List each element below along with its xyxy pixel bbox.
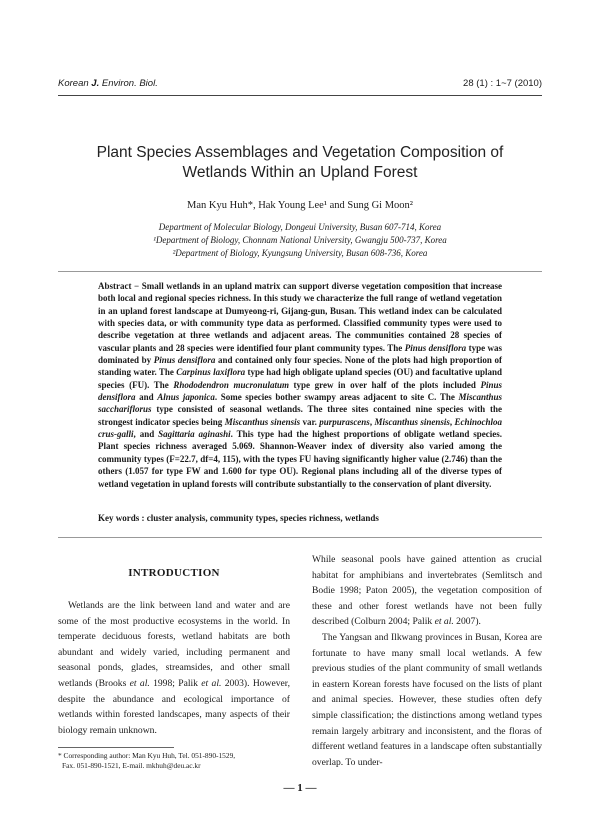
header-rule xyxy=(58,95,542,96)
keywords: Key words : cluster analysis, community types, species richness, wetlands xyxy=(98,513,379,523)
footnote-line-1: * Corresponding author: Man Kyu Huh, Tel. 051-890-1529, xyxy=(58,751,236,760)
intro-right-column xyxy=(312,552,542,770)
intro-paragraph-right-2: The Yangsan and Ilkwang provinces in Busan, Korea are fortunate to have many small local wetlands. A few previous studies of the plant community of small wetlands in eastern Korean forests have focused on the lists of plant and animal species. However, these studies often defy simple classification; the distinctions among wetland types remain largely arbitrary and inconsistent, and the floras of different wetland features in a landscape often substantially overlap. To under- xyxy=(312,631,542,768)
abstract-bottom-rule xyxy=(58,537,542,538)
title-line-2: Wetlands Within an Upland Forest xyxy=(182,164,418,181)
issue-info: 28 (1) : 1~7 (2010) xyxy=(463,78,542,89)
running-header xyxy=(58,78,542,94)
affiliation-2: ¹Department of Biology, Chonnam National University, Gwangju 500-737, Korea xyxy=(153,235,447,245)
page-number: — 1 — xyxy=(283,782,317,794)
affiliations xyxy=(60,221,540,260)
affiliation-3: ²Department of Biology, Kyungsung University, Busan 608-736, Korea xyxy=(172,248,428,258)
authors: Man Kyu Huh*, Hak Young Lee¹ and Sung Gi Moon² xyxy=(187,200,413,211)
footnote-rule xyxy=(58,747,174,748)
section-heading-introduction: INTRODUCTION xyxy=(128,567,220,579)
intro-paragraph-right-1: While seasonal pools have gained attention as crucial habitat for amphibians and invertebrates (Semlitsch and Bodie 1998; Paton 2005), the vegetation composition of these and other forest wetlands have not been fully described (Colburn 2004; Palik et al. 2007). xyxy=(312,554,542,628)
footnote xyxy=(58,751,290,771)
abstract-top-rule xyxy=(58,271,542,272)
paper-title xyxy=(60,143,540,183)
journal-name: Korean J. Environ. Biol. xyxy=(58,78,158,89)
affiliation-1: Department of Molecular Biology, Dongeui University, Busan 607-714, Korea xyxy=(158,222,442,232)
footnote-line-2: Fax. 051-890-1521, E-mail. mkhuh@deu.ac.kr xyxy=(62,761,201,770)
abstract: Abstract − Small wetlands in an upland matrix can support diverse vegetation composition that increase both local and regional species richness. In this study we characterize the full range of wetland vegetation in an upland forest landscape at Dumyeong-ri, Gijang-gun, Busan. This wetland index can be calculated with species data, or with community type data as performed. Classified community types were used to describe vegetation at three wetlands and adjacent areas. The communities contained 28 species of vascular plants and 28 species were identified four plant community types. The Pinus densiflora type was dominated by Pinus densiflora and contained only four species. None of the plots had high proportion of standing water. The Carpinus laxiflora type had high obligate upland species (OU) and facultative upland species (FU). The Rhododendron mucronulatum type grew in over half of the plots included Pinus densiflora and Alnus japonica. Some species bother swampy areas adjacent to site C. The Miscanthus sacchariflorus type consisted of seasonal wetlands. The three sites contained nine species with the strongest indicator species being Miscanthus sinensis var. purpurascens, Miscanthus sinensis, Echinochloa crus-galli, and Sagittaria aginashi. This type had the highest proportions of obligate wetland species. Plant species richness averaged 5.069. Shannon-Weaver index of diversity also varied among the community types (F=22.7, df=4, 115), with the types FU having significantly higher value (2.746) than the others (1.057 for type FW and 1.600 for type OU). Regional plans including all of the diverse types of wetland vegetation in upland forests will contribute substantially to the conservation of plant diversity. xyxy=(98,281,503,489)
intro-paragraph-left: Wetlands are the link between land and water and are some of the most productive ecosystems in the world. In temperate deciduous forests, wetland habitats are both abundant and widely varied, including permanent and seasonal ponds, glades, streamsides, and other small wetlands (Brooks et al. 1998; Palik et al. 2003). However, despite the abundance and ecological importance of wetlands within forested landscapes, many aspects of their biology remain unknown. xyxy=(58,600,290,736)
title-line-1: Plant Species Assemblages and Vegetation Composition of xyxy=(96,144,504,161)
